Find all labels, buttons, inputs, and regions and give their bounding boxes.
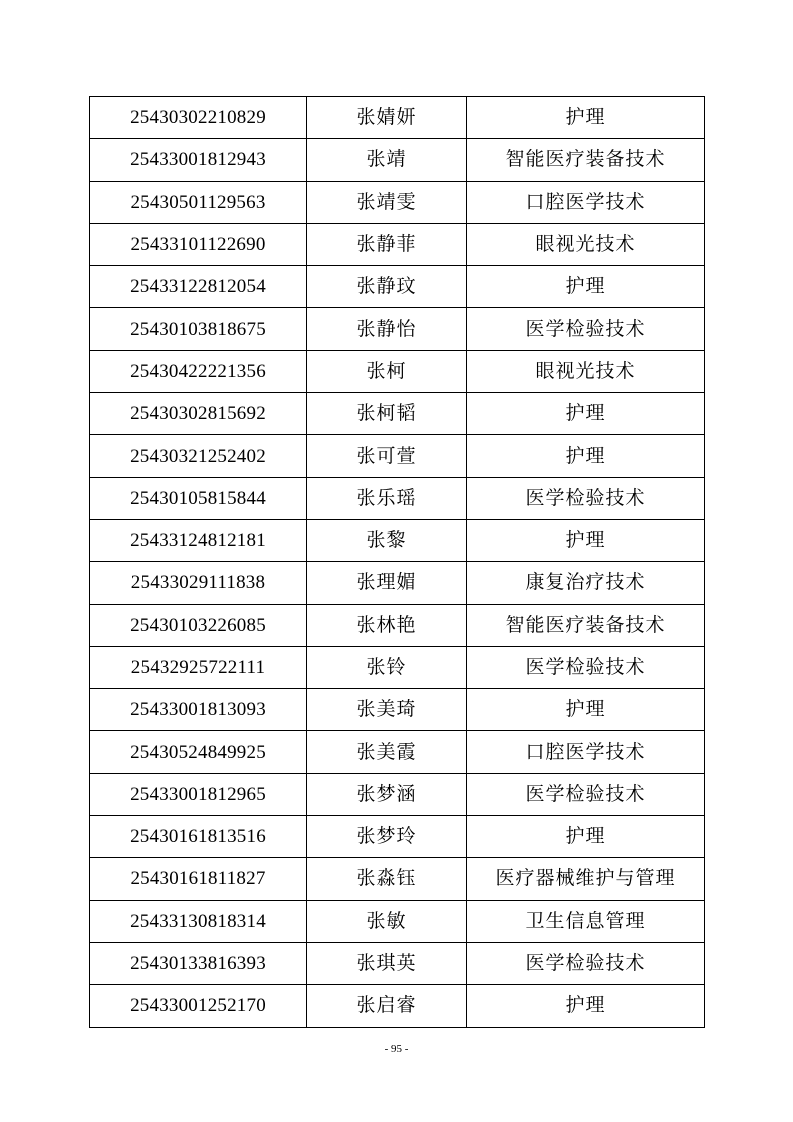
major-cell: 护理 <box>467 816 705 858</box>
table-row <box>90 942 705 984</box>
table-row <box>90 477 705 519</box>
major-cell: 护理 <box>467 266 705 308</box>
major-cell: 医学检验技术 <box>467 308 705 350</box>
major-cell: 护理 <box>467 435 705 477</box>
table-row <box>90 223 705 265</box>
table-row <box>90 985 705 1027</box>
table-row <box>90 858 705 900</box>
table-row <box>90 562 705 604</box>
major-cell: 智能医疗装备技术 <box>467 604 705 646</box>
major-cell: 护理 <box>467 985 705 1027</box>
table-row <box>90 266 705 308</box>
exam-id-cell: 25433001252170 <box>90 985 307 1027</box>
exam-id-cell: 25430161813516 <box>90 816 307 858</box>
student-name-cell: 张梦涵 <box>307 773 467 815</box>
major-cell: 康复治疗技术 <box>467 562 705 604</box>
exam-id-cell: 25430422221356 <box>90 350 307 392</box>
student-name-cell: 张乐瑶 <box>307 477 467 519</box>
student-name-cell: 张靖 <box>307 139 467 181</box>
table-row <box>90 731 705 773</box>
major-cell: 眼视光技术 <box>467 223 705 265</box>
table-row <box>90 350 705 392</box>
student-name-cell: 张启睿 <box>307 985 467 1027</box>
major-cell: 护理 <box>467 97 705 139</box>
exam-id-cell: 25430501129563 <box>90 181 307 223</box>
table-row <box>90 773 705 815</box>
exam-id-cell: 25430103818675 <box>90 308 307 350</box>
major-cell: 口腔医学技术 <box>467 731 705 773</box>
exam-id-cell: 25433124812181 <box>90 519 307 561</box>
student-name-cell: 张琪英 <box>307 942 467 984</box>
exam-id-cell: 25433001812943 <box>90 139 307 181</box>
exam-id-cell: 25432925722111 <box>90 646 307 688</box>
major-cell: 医学检验技术 <box>467 942 705 984</box>
table-row <box>90 435 705 477</box>
roster-table-body <box>90 97 705 1028</box>
major-cell: 医学检验技术 <box>467 477 705 519</box>
student-name-cell: 张铃 <box>307 646 467 688</box>
exam-id-cell: 25433130818314 <box>90 900 307 942</box>
table-row <box>90 139 705 181</box>
major-cell: 护理 <box>467 393 705 435</box>
student-roster-table <box>89 96 705 1028</box>
table-row <box>90 900 705 942</box>
exam-id-cell: 25433122812054 <box>90 266 307 308</box>
major-cell: 口腔医学技术 <box>467 181 705 223</box>
table-row <box>90 689 705 731</box>
student-name-cell: 张靖雯 <box>307 181 467 223</box>
table-row <box>90 604 705 646</box>
student-name-cell: 张美琦 <box>307 689 467 731</box>
major-cell: 智能医疗装备技术 <box>467 139 705 181</box>
exam-id-cell: 25430321252402 <box>90 435 307 477</box>
student-name-cell: 张婧妍 <box>307 97 467 139</box>
student-name-cell: 张林艳 <box>307 604 467 646</box>
major-cell: 眼视光技术 <box>467 350 705 392</box>
major-cell: 护理 <box>467 519 705 561</box>
table-row <box>90 816 705 858</box>
exam-id-cell: 25430302210829 <box>90 97 307 139</box>
table-row <box>90 181 705 223</box>
exam-id-cell: 25430161811827 <box>90 858 307 900</box>
page-number: - 95 - <box>384 1043 409 1055</box>
student-name-cell: 张静玟 <box>307 266 467 308</box>
student-name-cell: 张静怡 <box>307 308 467 350</box>
table-row <box>90 97 705 139</box>
table-row <box>90 646 705 688</box>
exam-id-cell: 25430103226085 <box>90 604 307 646</box>
exam-id-cell: 25430302815692 <box>90 393 307 435</box>
table-row <box>90 308 705 350</box>
major-cell: 医疗器械维护与管理 <box>467 858 705 900</box>
major-cell: 护理 <box>467 689 705 731</box>
exam-id-cell: 25430133816393 <box>90 942 307 984</box>
table-row <box>90 519 705 561</box>
exam-id-cell: 25433029111838 <box>90 562 307 604</box>
student-name-cell: 张理媚 <box>307 562 467 604</box>
exam-id-cell: 25430105815844 <box>90 477 307 519</box>
major-cell: 医学检验技术 <box>467 646 705 688</box>
student-name-cell: 张静菲 <box>307 223 467 265</box>
exam-id-cell: 25433001813093 <box>90 689 307 731</box>
student-name-cell: 张可萱 <box>307 435 467 477</box>
student-name-cell: 张柯韬 <box>307 393 467 435</box>
student-name-cell: 张淼钰 <box>307 858 467 900</box>
student-name-cell: 张黎 <box>307 519 467 561</box>
student-name-cell: 张梦玲 <box>307 816 467 858</box>
major-cell: 医学检验技术 <box>467 773 705 815</box>
student-name-cell: 张柯 <box>307 350 467 392</box>
student-name-cell: 张美霞 <box>307 731 467 773</box>
exam-id-cell: 25430524849925 <box>90 731 307 773</box>
table-row <box>90 393 705 435</box>
exam-id-cell: 25433101122690 <box>90 223 307 265</box>
major-cell: 卫生信息管理 <box>467 900 705 942</box>
student-name-cell: 张敏 <box>307 900 467 942</box>
exam-id-cell: 25433001812965 <box>90 773 307 815</box>
